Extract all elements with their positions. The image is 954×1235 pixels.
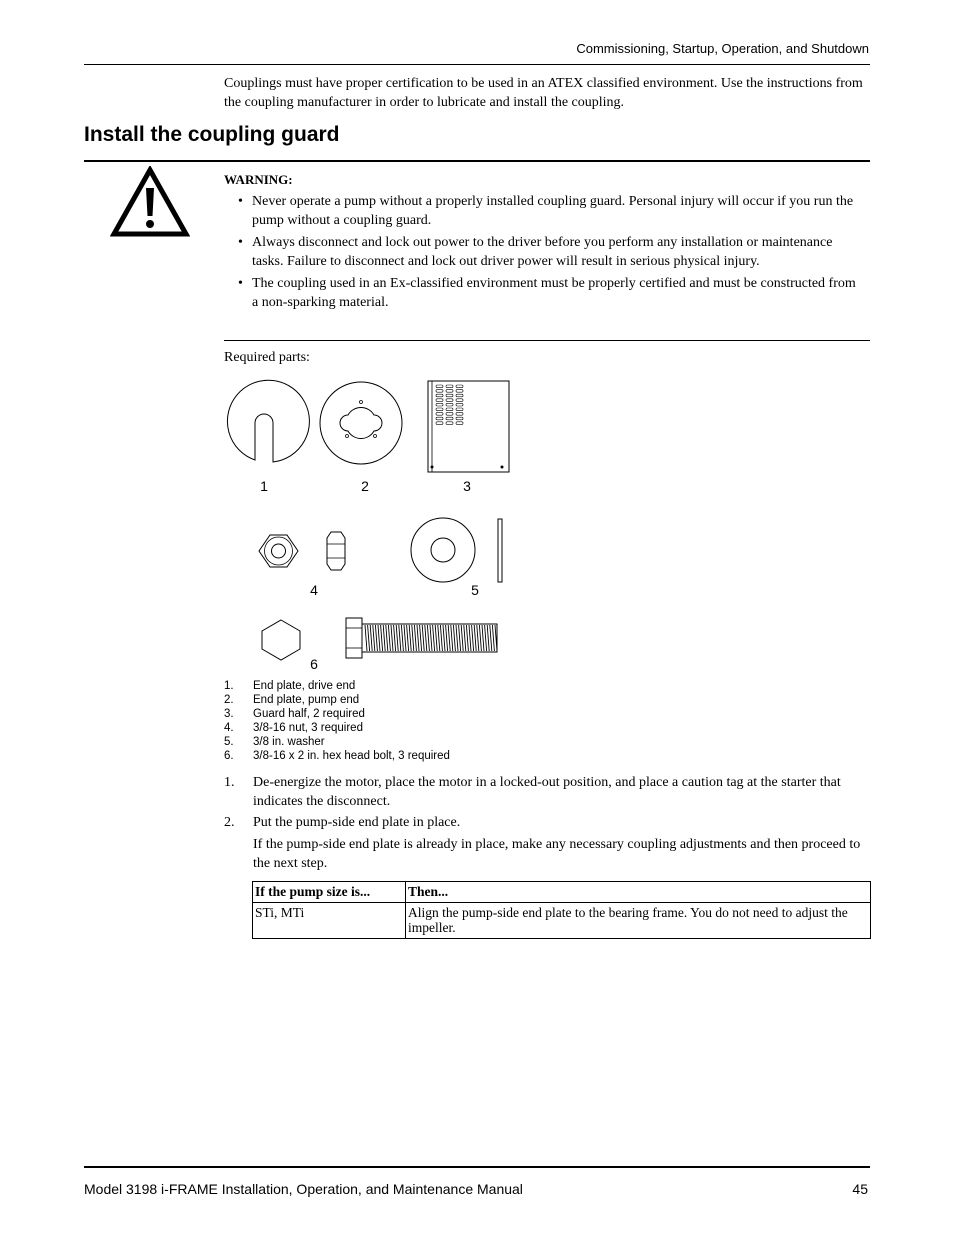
warning-rule [224,340,870,341]
warning-item: • Never operate a pump without a properly installed coupling guard. Personal injury will occur if you run the pump without a coupling guard. [238,194,854,228]
procedure-steps [224,773,870,834]
nut-drawing [259,531,345,571]
table-header-row [253,882,871,903]
drive-end-plate-drawing [227,380,309,462]
section-title: Install the coupling guard [84,123,340,146]
figure-label-1: 1 [260,478,268,494]
figure-label-5: 5 [471,582,479,598]
warning-label: WARNING: [224,172,293,187]
step-note: If the pump-side end plate is already in place, make any necessary coupling adjustments and then proceed to the next step. [253,837,861,871]
legend-item: 3. Guard half, 2 required [224,708,365,720]
section-rule [84,160,870,162]
footer-title: Model 3198 i-FRAME Installation, Operation, and Maintenance Manual [84,1181,523,1197]
guard-half-drawing [428,381,509,472]
legend-item: 4. 3/8-16 nut, 3 required [224,722,363,734]
table-header-cell: Then... [406,882,871,903]
bolt-drawing [262,618,497,660]
legend-item: 6. 3/8-16 x 2 in. hex head bolt, 3 required [224,750,450,762]
table-cell: STi, MTi [253,903,406,939]
figure-label-6: 6 [310,656,318,672]
procedure-step: 2. Put the pump-side end plate in place. [224,815,461,830]
legend-item: 5. 3/8 in. washer [224,736,325,748]
washer-drawing [411,518,502,582]
pump-end-plate-drawing [320,382,402,464]
warning-item: • Always disconnect and lock out power to the driver before you perform any installation or maintenance tasks. Failure to disconnect and lock out driver power will result in serious physical injury. [238,235,833,269]
figure-label-4: 4 [310,582,318,598]
table-header-cell: If the pump size is... [253,882,406,903]
warning-list [224,192,864,315]
procedure-step: 1. De-energize the motor, place the motor in a locked-out position, and place a caution tag at the starter that indicates the disconnect. [224,775,841,809]
table-row [253,903,871,939]
page-number: 45 [852,1181,868,1197]
table-cell: Align the pump-side end plate to the bearing frame. You do not need to adjust the impeller. [406,903,871,939]
pump-size-table [252,881,871,939]
legend-item: 1. End plate, drive end [224,680,356,692]
parts-legend [224,679,450,763]
legend-item: 2. End plate, pump end [224,694,360,706]
required-parts-label: Required parts: [224,350,310,365]
parts-figure [220,375,520,680]
intro-paragraph: Couplings must have proper certification to be used in an ATEX classified environment. Use the instructions from the coupling manufacturer in order to lubricate and install the coupling. [224,76,863,110]
figure-label-3: 3 [463,478,471,494]
warning-item: • The coupling used in an Ex-classified environment must be properly certified and must be constructed from a non-sparking material. [238,276,856,310]
footer-rule [84,1166,870,1168]
warning-triangle-icon [110,166,190,243]
running-header: Commissioning, Startup, Operation, and Shutdown [576,41,869,56]
header-rule [84,64,870,65]
figure-label-2: 2 [361,478,369,494]
